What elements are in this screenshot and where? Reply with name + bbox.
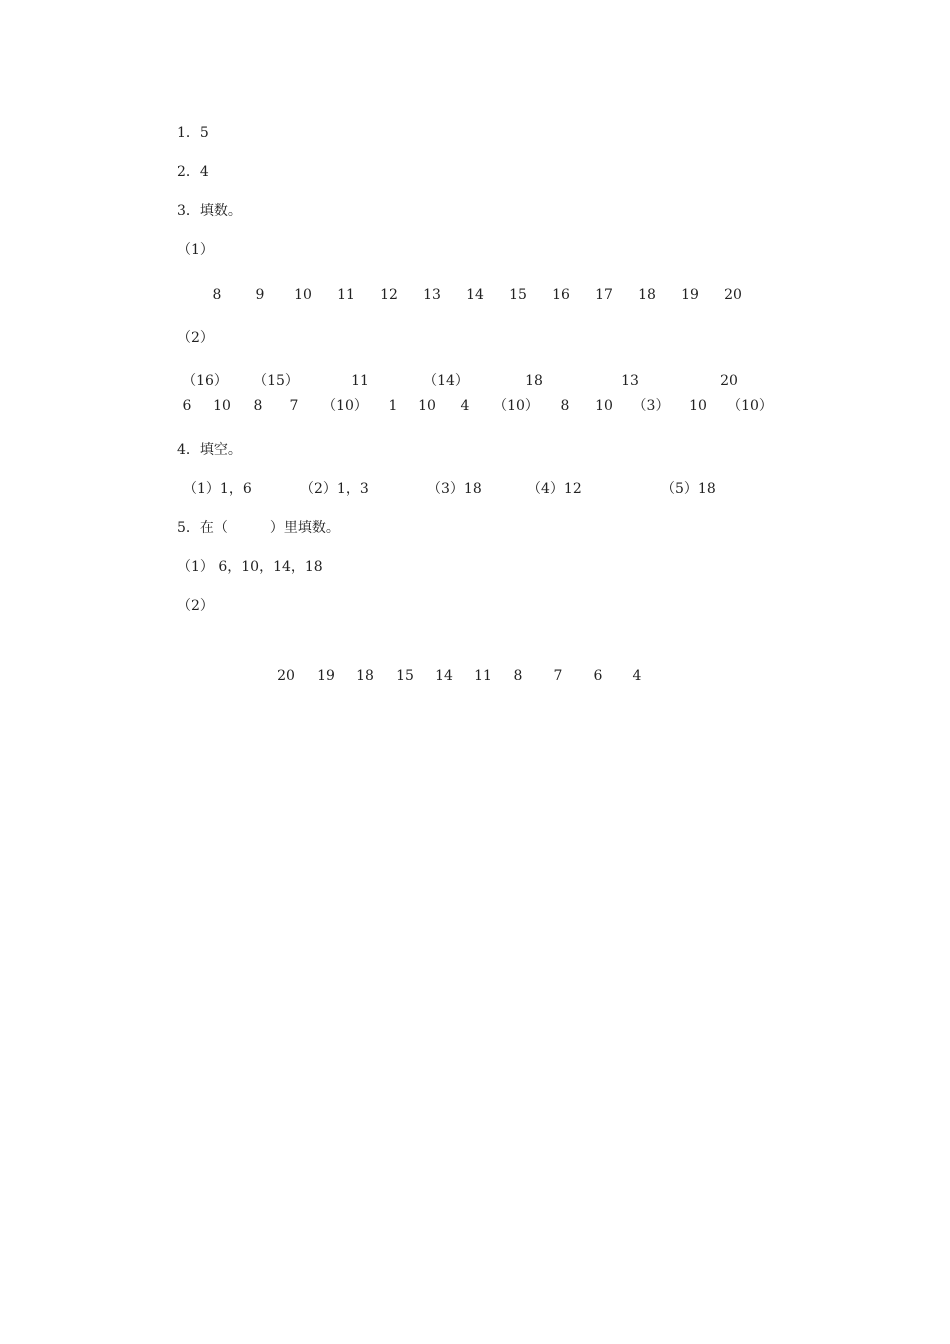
addend-cell: （10） (727, 398, 773, 414)
sum-cell: （15） (253, 373, 299, 389)
sum-cell: （14） (423, 373, 469, 389)
number-cell: 11 (474, 668, 492, 684)
addend-cell: 6 (182, 398, 192, 414)
number-cell: 18 (356, 668, 374, 684)
sum-cell: 13 (621, 373, 639, 389)
number-cell: 4 (632, 668, 642, 684)
number-cell: 9 (255, 287, 265, 303)
answer-item: （2）1，3 (300, 481, 369, 497)
number-cell: 11 (337, 287, 355, 303)
number-cell: 19 (681, 287, 699, 303)
number-cell: 8 (513, 668, 523, 684)
answer-item: （5）18 (661, 481, 716, 497)
addend-cell: 1 (388, 398, 398, 414)
question-5-part-2-label: （2） (177, 598, 214, 614)
number-cell: 14 (435, 668, 453, 684)
number-cell: 14 (466, 287, 484, 303)
number-cell: 12 (380, 287, 398, 303)
sum-cell: 11 (351, 373, 369, 389)
addend-cell: 8 (253, 398, 263, 414)
number-cell: 13 (423, 287, 441, 303)
number-cell: 20 (724, 287, 742, 303)
number-cell: 15 (509, 287, 527, 303)
number-cell: 19 (317, 668, 335, 684)
answer-item: （1）1，6 (183, 481, 252, 497)
sum-cell: （16） (182, 373, 228, 389)
number-cell: 16 (552, 287, 570, 303)
addend-cell: 7 (289, 398, 299, 414)
question-3-title: 3．填数。 (177, 203, 242, 219)
addend-cell: （10） (493, 398, 539, 414)
addend-cell: 10 (213, 398, 231, 414)
addend-cell: 8 (560, 398, 570, 414)
addend-cell: 10 (418, 398, 436, 414)
answer-2: 2．4 (177, 164, 209, 180)
addend-cell: （10） (322, 398, 368, 414)
addend-cell: 4 (460, 398, 470, 414)
number-cell: 15 (396, 668, 414, 684)
number-cell: 17 (595, 287, 613, 303)
addend-cell: （3） (632, 398, 670, 414)
sum-cell: 20 (720, 373, 738, 389)
number-cell: 18 (638, 287, 656, 303)
answer-item: （4）12 (527, 481, 582, 497)
number-cell: 6 (593, 668, 603, 684)
question-3-part-2-label: （2） (177, 330, 214, 346)
sum-cell: 18 (525, 373, 543, 389)
answer-1: 1．5 (177, 125, 209, 141)
number-cell: 7 (553, 668, 563, 684)
question-3-part-1-label: （1） (177, 242, 214, 258)
addend-cell: 10 (689, 398, 707, 414)
number-cell: 20 (277, 668, 295, 684)
question-4-title: 4．填空。 (177, 442, 242, 458)
number-cell: 10 (294, 287, 312, 303)
number-cell: 8 (212, 287, 222, 303)
question-5-title: 5．在（ ）里填数。 (177, 520, 340, 536)
addend-cell: 10 (595, 398, 613, 414)
question-5-part-1: （1） 6，10，14，18 (177, 559, 323, 575)
answer-item: （3）18 (427, 481, 482, 497)
